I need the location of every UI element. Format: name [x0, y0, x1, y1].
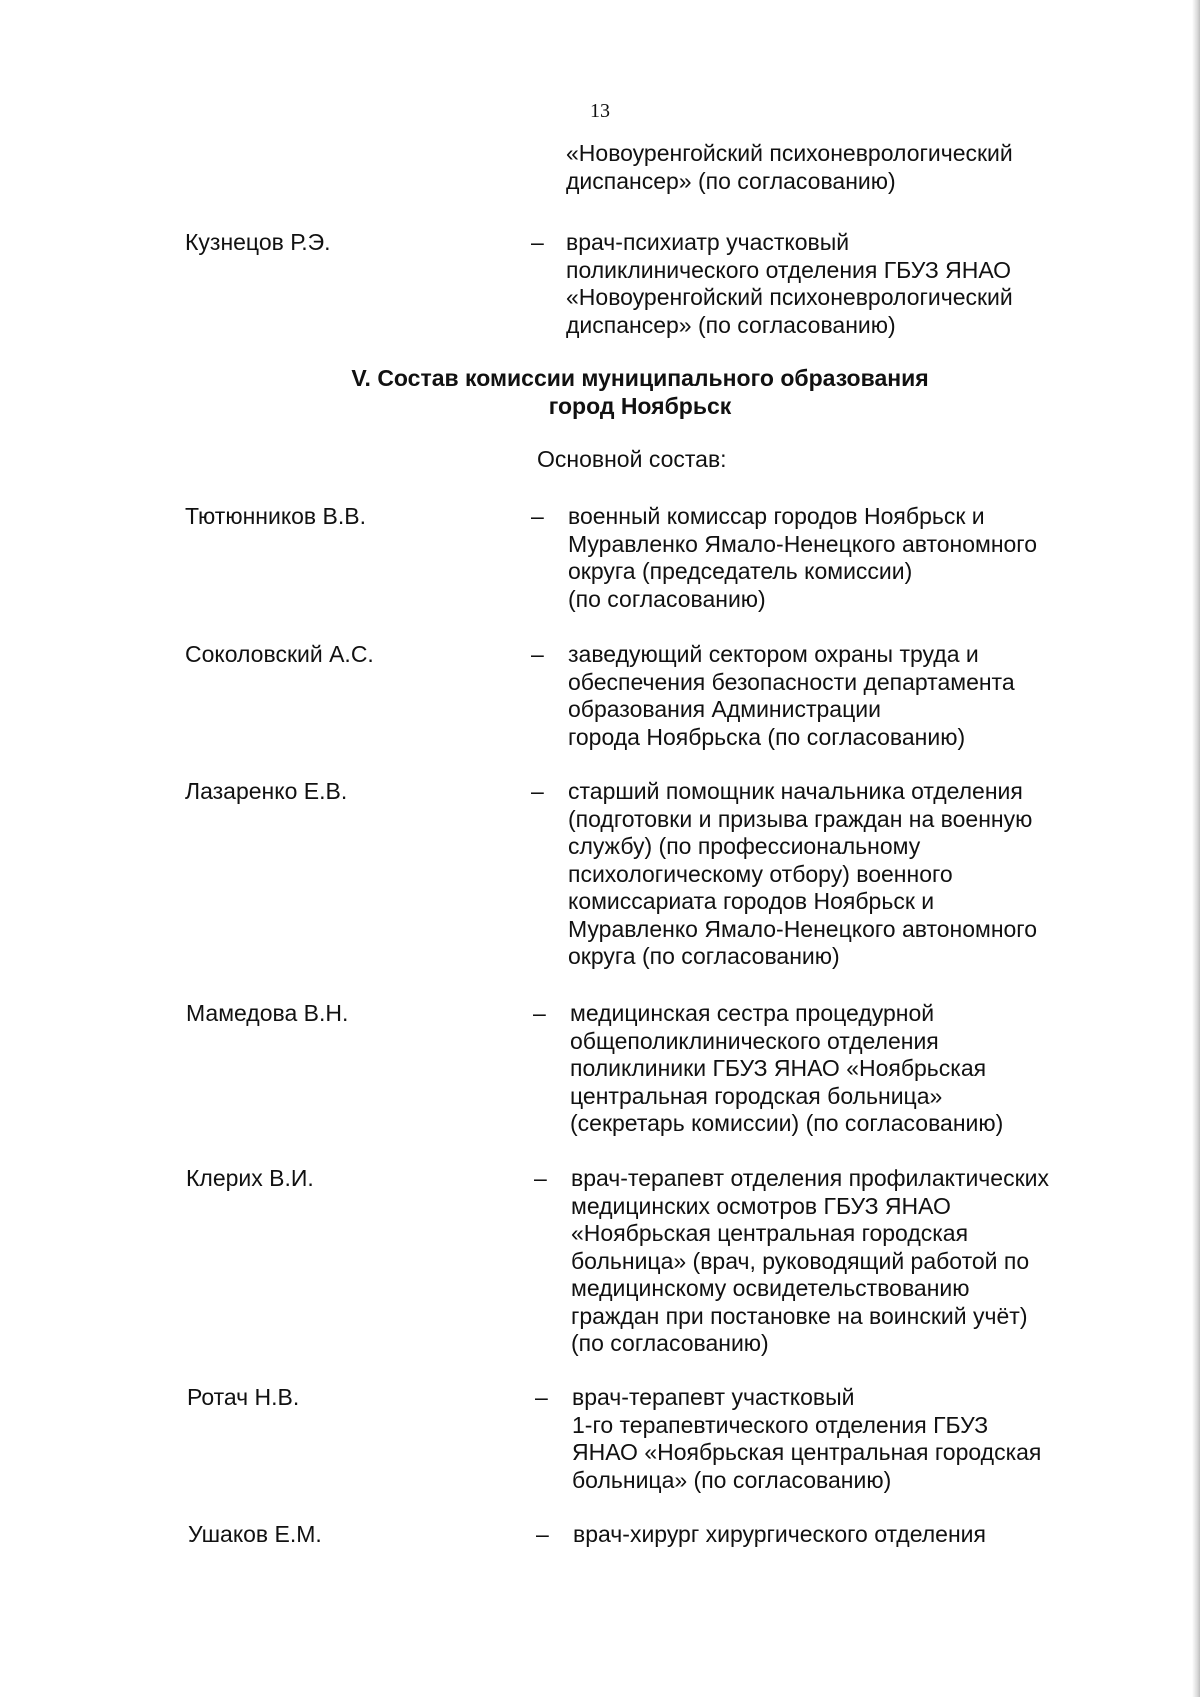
- member-name: Клерих В.И.: [186, 1165, 314, 1191]
- member-description: медицинская сестра процедурной общеполиклинического отделения поликлиники ГБУЗ ЯНАО «Ноябрьская центральная городская больница» (секретарь комиссии) (по согласованию): [570, 1000, 1004, 1136]
- member-dash: –: [536, 1521, 549, 1547]
- continuation-text: «Новоуренгойский психоневрологический диспансер» (по согласованию): [566, 140, 1013, 194]
- section-subtitle: Основной состав:: [537, 446, 727, 472]
- page-edge: [1192, 0, 1200, 1697]
- member-name: Соколовский А.С.: [185, 641, 374, 667]
- member-name: Ушаков Е.М.: [188, 1521, 322, 1547]
- member-name: Ротач Н.В.: [187, 1384, 300, 1410]
- member-name: Лазаренко Е.В.: [185, 778, 348, 804]
- member-dash: –: [534, 1165, 547, 1191]
- page-number: 13: [590, 100, 610, 122]
- member-name: Тютюнников В.В.: [185, 503, 367, 529]
- member-description: врач-психиатр участковый поликлинического отделения ГБУЗ ЯНАО «Новоуренгойский психоневрологический диспансер» (по согласованию): [566, 229, 1013, 338]
- member-description: заведующий сектором охраны труда и обеспечения безопасности департамента образования Администрации города Ноябрьска (по согласованию): [568, 641, 1015, 750]
- member-name: Кузнецов Р.Э.: [185, 229, 331, 255]
- member-description: врач-терапевт отделения профилактических медицинских осмотров ГБУЗ ЯНАО «Ноябрьская центральная городская больница» (врач, руководящий работой по медицинскому освидетельствованию граждан при постановке на воинский учёт) (по согласованию): [571, 1165, 1049, 1356]
- member-description: военный комиссар городов Ноябрьск и Муравленко Ямало-Ненецкого автономного округа (председатель комиссии) (по согласованию): [568, 503, 1037, 612]
- member-description: врач-хирург хирургического отделения: [573, 1521, 986, 1547]
- member-description: врач-терапевт участковый 1-го терапевтического отделения ГБУЗ ЯНАО «Ноябрьская центральная городская больница» (по согласованию): [572, 1384, 1042, 1493]
- member-dash: –: [533, 1000, 546, 1026]
- member-dash: –: [531, 229, 544, 255]
- member-dash: –: [531, 641, 544, 667]
- member-dash: –: [531, 778, 544, 804]
- member-description: старший помощник начальника отделения (подготовки и призыва граждан на военную службу) (по профессиональному психологическому отбору) военного комиссариата городов Ноябрьск и Муравленко Ямало-Ненецкого автономного округа (по согласованию): [568, 778, 1037, 969]
- member-dash: –: [531, 503, 544, 529]
- section-title: V. Состав комиссии муниципального образования город Ноябрьск: [351, 365, 929, 419]
- member-dash: –: [535, 1384, 548, 1410]
- member-name: Мамедова В.Н.: [186, 1000, 349, 1026]
